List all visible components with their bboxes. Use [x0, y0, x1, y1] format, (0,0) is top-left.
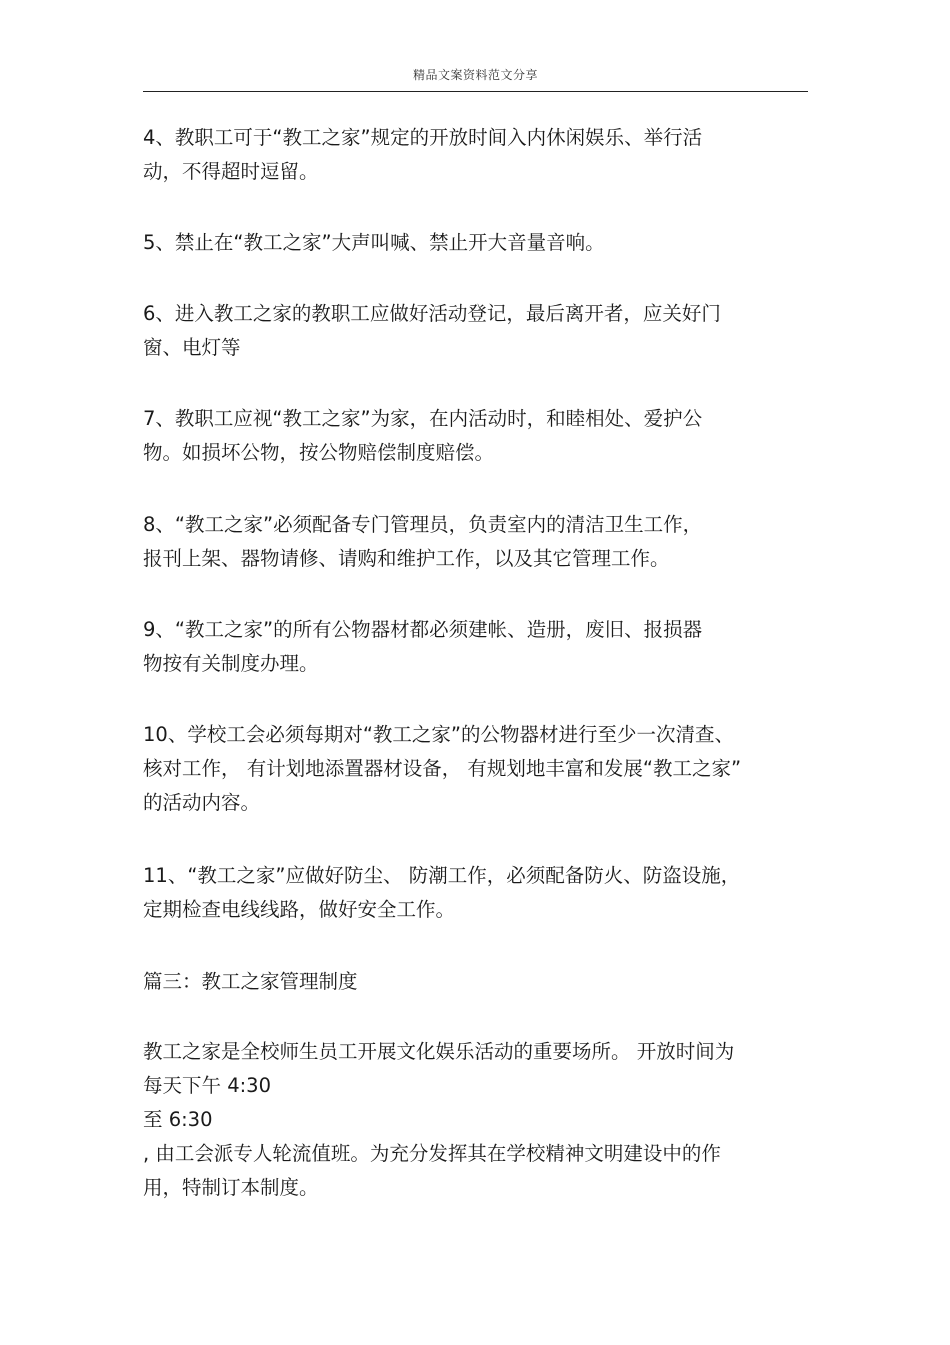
paragraph-line: 8、“教工之家”必须配备专门管理员，负责室内的清洁卫生工作， [143, 513, 703, 536]
section-heading [143, 965, 358, 999]
intro-paragraph [143, 1035, 734, 1205]
header-divider [143, 91, 808, 92]
paragraph-line: 核对工作， 有计划地添置器材设备， 有规划地丰富和发展“教工之家” [143, 757, 742, 780]
rule-item-10 [143, 718, 741, 820]
paragraph-line: 11、“教工之家”应做好防尘、 防潮工作，必须配备防火、防盗设施， [143, 864, 741, 887]
section-heading-text: 篇三：教工之家管理制度 [143, 970, 358, 993]
paragraph-line: 物按有关制度办理。 [143, 652, 319, 675]
paragraph-line: 报刊上架、器物请修、请购和维护工作，以及其它管理工作。 [143, 547, 670, 570]
page-header: 精品文案资料范文分享 [412, 68, 538, 82]
paragraph-line: 6、进入教工之家的教职工应做好活动登记，最后离开者，应关好门 [143, 302, 721, 325]
paragraph-line: 9、“教工之家”的所有公物器材都必须建帐、造册，废旧、报损器 [143, 618, 703, 641]
paragraph-line: 5、禁止在“教工之家”大声叫喊、禁止开大音量音响。 [143, 231, 605, 254]
paragraph-line: 动，不得超时逗留。 [143, 160, 319, 183]
paragraph-line: , 由工会派专人轮流值班。为充分发挥其在学校精神文明建设中的作 [143, 1142, 721, 1165]
rule-item-9 [143, 613, 702, 681]
paragraph-line: 每天下午 4:30 [143, 1074, 271, 1097]
paragraph-line: 4、教职工可于“教工之家”规定的开放时间入内休闲娱乐、举行活 [143, 126, 703, 149]
rule-item-8 [143, 508, 702, 576]
paragraph-line: 10、学校工会必须每期对“教工之家”的公物器材进行至少一次清查、 [143, 723, 735, 746]
rule-item-7 [143, 402, 702, 470]
paragraph-line: 用，特制订本制度。 [143, 1176, 319, 1199]
paragraph-line: 7、教职工应视“教工之家”为家，在内活动时，和睦相处、爱护公 [143, 407, 703, 430]
rule-item-11 [143, 859, 740, 927]
paragraph-line: 定期检查电线线路，做好安全工作。 [143, 898, 456, 921]
rule-item-4 [143, 121, 702, 189]
rule-item-5 [143, 226, 605, 260]
paragraph-line: 教工之家是全校师生员工开展文化娱乐活动的重要场所。 开放时间为 [143, 1040, 735, 1063]
paragraph-line: 物。如损坏公物，按公物赔偿制度赔偿。 [143, 441, 495, 464]
rule-item-6 [143, 297, 721, 365]
paragraph-line: 窗、电灯等 [143, 336, 241, 359]
paragraph-line: 至 6:30 [143, 1108, 213, 1131]
paragraph-line: 的活动内容。 [143, 791, 261, 814]
